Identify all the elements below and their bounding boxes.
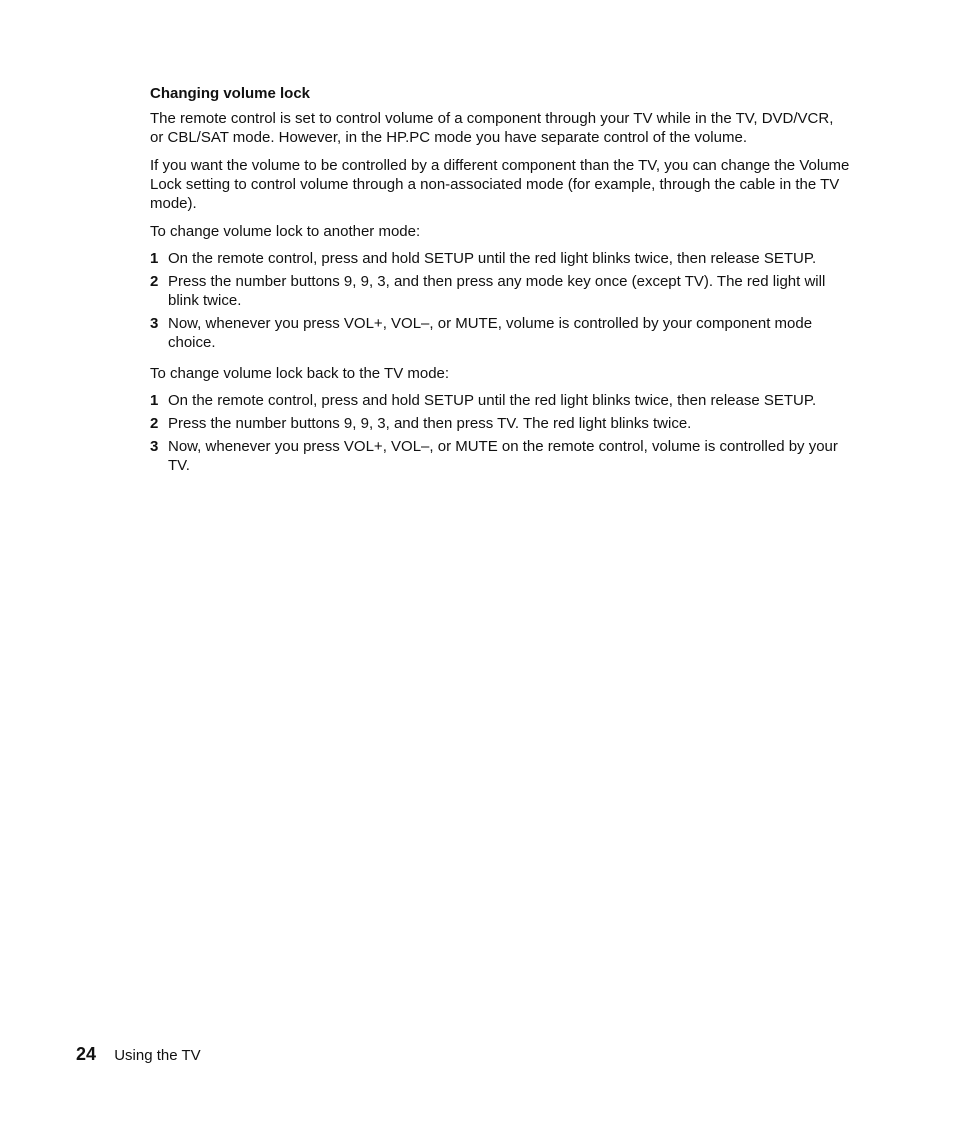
step-text: Now, whenever you press VOL+, VOL–, or MUTE, volume is controlled by your component mode choice. bbox=[168, 315, 813, 351]
list-item bbox=[150, 249, 850, 268]
procedure-2-intro: To change volume lock back to the TV mode: bbox=[150, 365, 450, 382]
list-item bbox=[150, 272, 850, 310]
procedure-2-steps bbox=[150, 391, 850, 475]
step-number: 3 bbox=[150, 438, 159, 455]
step-number: 1 bbox=[150, 392, 159, 409]
step-text: Now, whenever you press VOL+, VOL–, or MUTE on the remote control, volume is controlled by your TV. bbox=[168, 438, 838, 474]
step-number: 1 bbox=[150, 250, 159, 267]
list-item bbox=[150, 391, 850, 410]
list-item bbox=[150, 414, 850, 433]
list-item bbox=[150, 314, 850, 352]
step-text: On the remote control, press and hold SETUP until the red light blinks twice, then release SETUP. bbox=[168, 392, 817, 409]
procedure-1-steps bbox=[150, 249, 850, 352]
page-content bbox=[150, 84, 850, 479]
step-text: Press the number buttons 9, 9, 3, and then press any mode key once (except TV). The red light will blink twice. bbox=[168, 273, 826, 309]
volume-lock-paragraph: If you want the volume to be controlled by a different component than the TV, you can change the Volume Lock setting to control volume through a non-associated mode (for example, through the cable in the TV mode). bbox=[150, 157, 850, 212]
page-number: 24 bbox=[76, 1044, 97, 1064]
step-number: 3 bbox=[150, 315, 159, 332]
page-footer bbox=[76, 1044, 201, 1066]
section-heading: Changing volume lock bbox=[150, 85, 311, 102]
list-item bbox=[150, 437, 850, 475]
step-text: Press the number buttons 9, 9, 3, and then press TV. The red light blinks twice. bbox=[168, 415, 692, 432]
step-number: 2 bbox=[150, 273, 159, 290]
procedure-1-intro: To change volume lock to another mode: bbox=[150, 223, 421, 240]
chapter-title: Using the TV bbox=[114, 1047, 201, 1064]
step-text: On the remote control, press and hold SETUP until the red light blinks twice, then release SETUP. bbox=[168, 250, 817, 267]
step-number: 2 bbox=[150, 415, 159, 432]
intro-paragraph: The remote control is set to control volume of a component through your TV while in the TV, DVD/VCR, or CBL/SAT mode. However, in the HP.PC mode you have separate control of the volume. bbox=[150, 110, 834, 146]
